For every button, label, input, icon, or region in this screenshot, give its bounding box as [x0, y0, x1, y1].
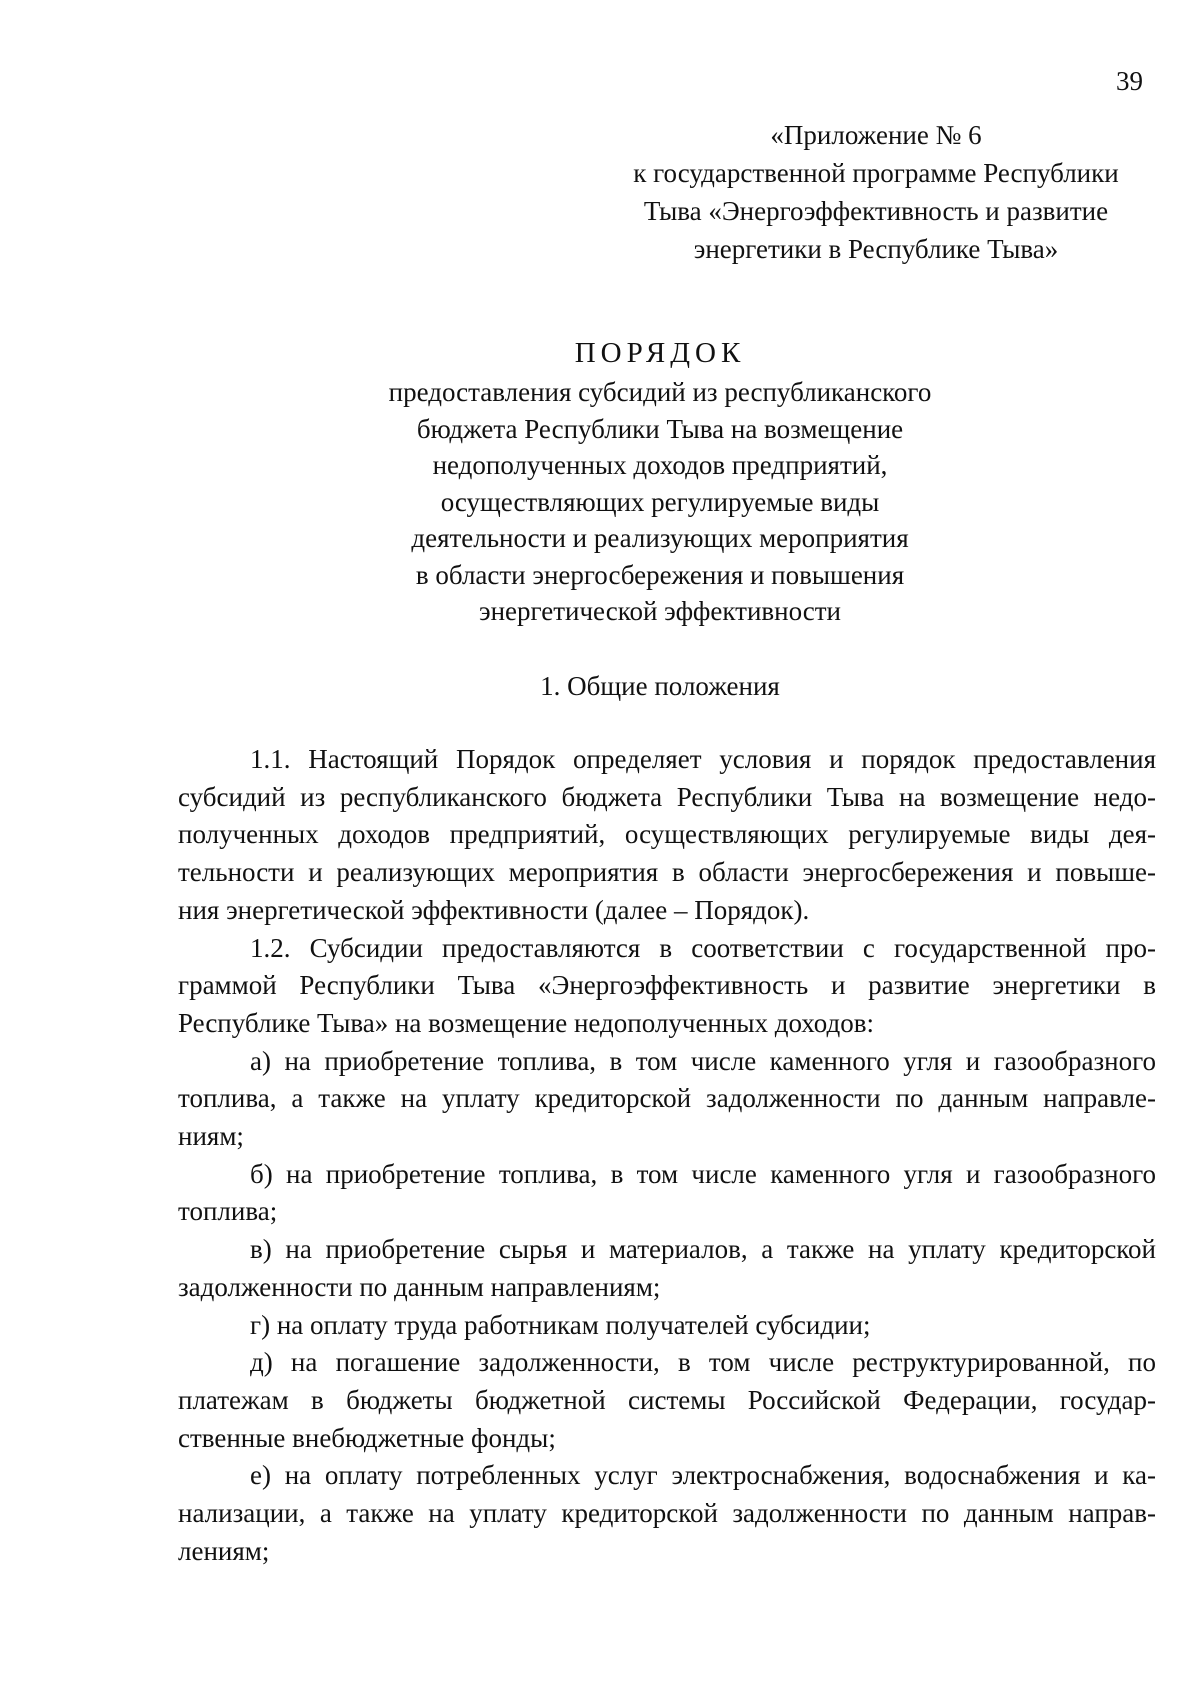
item-a-line: топлива, а также на уплату кредиторской задолженности по данным направле-	[178, 1083, 1156, 1114]
paragraph-1-1-line: 1.1. Настоящий Порядок определяет условия и порядок предоставления	[250, 744, 1156, 774]
subtitle-line: недополученных доходов предприятий,	[432, 450, 888, 480]
appendix-line: к государственной программе Республики	[633, 158, 1119, 188]
paragraph-1-2-line: граммой Республики Тыва «Энергоэффективность и развитие энергетики в	[178, 970, 1156, 1001]
item-b-line: б) на приобретение топлива, в том числе каменного угля и газообразного	[250, 1158, 1156, 1189]
item-b-line: топлива;	[178, 1196, 278, 1227]
item-d-line: платежам в бюджеты бюджетной системы Российской Федерации, государ-	[178, 1384, 1156, 1415]
item-e-line: е) на оплату потребленных услуг электроснабжения, водоснабжения и ка-	[250, 1460, 1156, 1491]
item-e-line: нализации, а также на уплату кредиторской задолженности по данным направ-	[178, 1498, 1156, 1529]
item-v-line: в) на приобретение сырья и материалов, а также на уплату кредиторской	[250, 1234, 1156, 1265]
item-d-line: ственные внебюджетные фонды;	[178, 1422, 556, 1453]
title-block	[300, 333, 1020, 630]
appendix-line: энергетики в Республике Тыва»	[693, 234, 1059, 264]
appendix-line: «Приложение № 6	[770, 120, 982, 150]
item-g-line: г) на оплату труда работникам получателей субсидии;	[250, 1309, 871, 1340]
section-heading: 1. Общие положения	[540, 671, 780, 701]
paragraph-1-1-line: ния энергетической эффективности (далее – Порядок).	[178, 894, 810, 925]
page-number: 39	[1116, 66, 1143, 96]
subtitle-line: деятельности и реализующих мероприятия	[411, 523, 909, 553]
subtitle-line: предоставления субсидий из республиканского	[388, 377, 932, 407]
appendix-line: Тыва «Энергоэффективность и развитие	[643, 196, 1109, 226]
subtitle-line: энергетической эффективности	[479, 596, 841, 626]
paragraph-1-1-line: полученных доходов предприятий, осуществляющих регулируемые виды дея-	[178, 819, 1156, 850]
item-a-line: а) на приобретение топлива, в том числе каменного угля и газообразного	[250, 1045, 1156, 1076]
document-title: ПОРЯДОК	[574, 337, 746, 369]
appendix-header	[596, 116, 1156, 268]
subtitle-line: в области энергосбережения и повышения	[415, 559, 905, 590]
item-d-line: д) на погашение задолженности, в том числе реструктурированной, по	[250, 1347, 1156, 1378]
paragraph-1-1-line: тельности и реализующих мероприятия в области энергосбережения и повыше-	[178, 857, 1156, 888]
paragraph-1-2-line: 1.2. Субсидии предоставляются в соответствии с государственной про-	[250, 932, 1156, 963]
item-a-line: ниям;	[178, 1121, 244, 1152]
subtitle-line: бюджета Республики Тыва на возмещение	[416, 413, 904, 444]
paragraph-1-1-line: субсидий из республиканского бюджета Республики Тыва на возмещение недо-	[178, 781, 1156, 812]
subtitle-line: осуществляющих регулируемые виды	[440, 486, 880, 517]
item-v-line: задолженности по данным направлениям;	[178, 1271, 661, 1302]
body-text	[178, 741, 1156, 1570]
document-subtitle	[300, 374, 1020, 630]
item-e-line: лениям;	[178, 1535, 270, 1566]
paragraph-1-2-line: Республике Тыва» на возмещение недополученных доходов:	[178, 1007, 874, 1038]
